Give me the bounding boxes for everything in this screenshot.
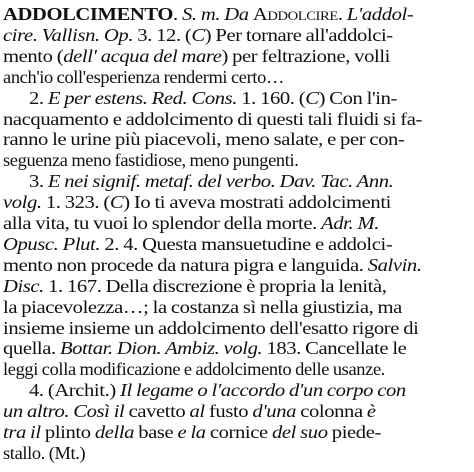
entry-line (3, 441, 85, 465)
entry-text: 1. 160. ( (237, 87, 306, 108)
entry-text: Opusc. Plut. (3, 233, 101, 254)
entry-text: Bottar. Dion. Ambiz. volg. (59, 338, 263, 359)
entry-text: . (337, 4, 347, 24)
entry-text: cire. Vallisn. Op. (3, 24, 134, 45)
entry-text: Addolcire (252, 4, 338, 24)
entry-text: piede- (327, 422, 381, 442)
entry-text: cavetto (124, 401, 190, 422)
entry-text: e la (177, 422, 206, 442)
headword: ADDOLCIMENTO (3, 4, 174, 24)
entry-text: 3. 12. ( (133, 24, 192, 45)
entry-text: insieme insieme un addolcimento dell'esatto rigore di (3, 317, 419, 338)
entry-text: anch'io coll'esperienza rendermi certo… (3, 66, 284, 87)
entry-text: plinto (40, 422, 95, 442)
entry-text: 183. Cancellate le (262, 338, 407, 359)
entry-text: d'una (252, 401, 297, 422)
entry-text: C (109, 192, 124, 213)
entry-text: 4. (Archit.) (29, 380, 121, 401)
entry-text: . (173, 4, 182, 24)
entry-text: E per estens. Red. Cons. (47, 87, 238, 108)
dictionary-entry (3, 1, 471, 471)
entry-text: E nei signif. metaf. del verbo. Dav. Tac. Ann. (47, 171, 394, 192)
entry-text: tra il (3, 422, 41, 442)
entry-text: ranno le urine più piacevoli, meno salate, e per con- (3, 129, 405, 150)
entry-text: C (191, 24, 205, 45)
entry-text: mento non procede da natura pigra e languida. (3, 254, 368, 275)
entry-text: nacquamento e addolcimento di questi tali fluidi si fa- (3, 108, 422, 129)
entry-text: (Mt.) (45, 442, 86, 463)
entry-text: dell' acqua del mare (63, 45, 222, 66)
entry-text: Il legame o l'accordo d'un corpo con (120, 380, 406, 401)
entry-text: ) Io ti aveva mostrati addolcimenti (123, 192, 391, 213)
entry-text: quella. (3, 338, 60, 359)
entry-text: al (189, 401, 205, 422)
entry-text: leggi colla modificazione e addolcimento delle usanze. (3, 359, 386, 380)
entry-text: 1. 167. Della discrezione è propria la lenità, (43, 275, 387, 296)
entry-text: la piacevolezza…; la costanza sì nella giustizia, ma (3, 296, 402, 317)
entry-text: mento ( (3, 45, 64, 66)
entry-text: un altro. Così il (3, 401, 125, 422)
entry-text: Disc. (3, 275, 44, 296)
entry-text: Salvin. (367, 254, 422, 275)
entry-text: della (94, 422, 135, 442)
entry-text: Adr. M. (321, 213, 379, 233)
entry-text: cornice (205, 422, 272, 442)
entry-text: C (305, 87, 319, 108)
entry-text: base (134, 422, 178, 442)
entry-text: 2. 4. Questa mansuetudine e addolci- (100, 233, 393, 254)
entry-text: del suo (271, 422, 328, 442)
entry-text: stallo. (3, 442, 45, 463)
entry-text: S. m. Da (181, 4, 253, 24)
entry-text: 3. (29, 171, 48, 192)
entry-text: 2. (29, 87, 48, 108)
entry-text: è (366, 401, 376, 422)
entry-text: alla vita, tu vuoi lo splendor della morte. (3, 213, 322, 233)
entry-text: seguenza meno fastidiose, meno pungenti. (3, 150, 299, 171)
entry-text: fusto (204, 401, 253, 422)
entry-text: L'addol- (346, 4, 414, 24)
entry-text: ) Per tornare all'addolci- (204, 24, 393, 45)
entry-text: ) per feltrazione, volli (221, 45, 390, 66)
entry-text: ) Con l'in- (318, 87, 397, 108)
entry-text: colonna (296, 401, 367, 422)
entry-text: volg. (3, 192, 42, 213)
entry-text: 1. 323. ( (41, 192, 110, 213)
